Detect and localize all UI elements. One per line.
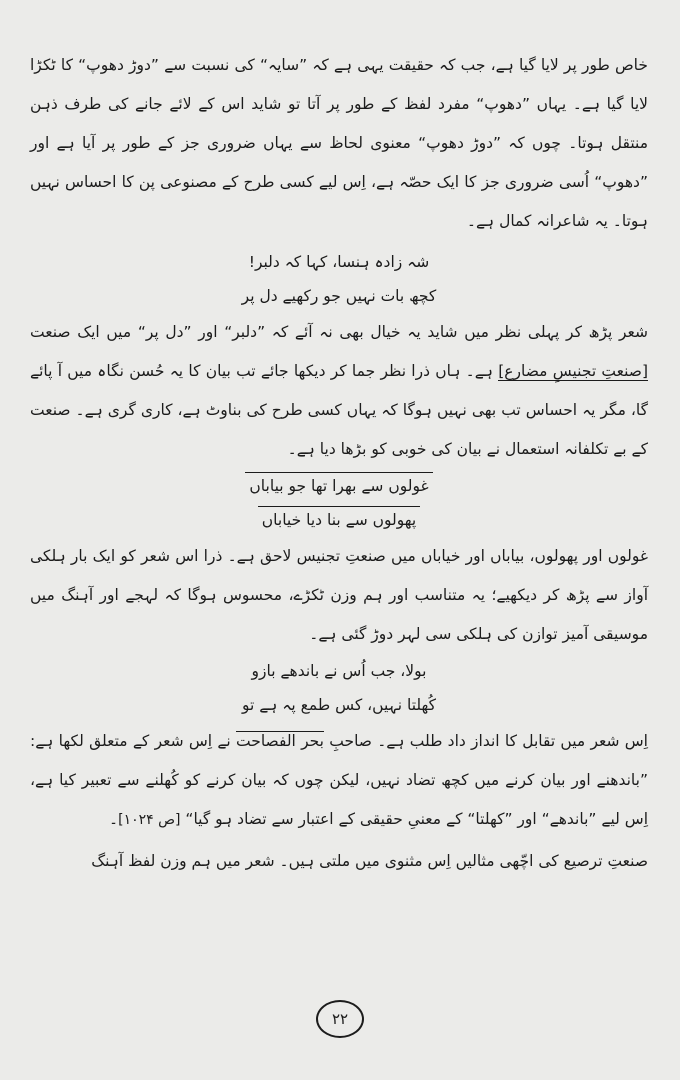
book-title: بحر الفصاحت <box>236 732 324 750</box>
verse-line: کچھ بات نہیں جو رکھیے دل پر <box>241 287 437 305</box>
paragraph-3: غولوں اور پھولوں، بیاباں اور خیاباں میں صنعتِ تجنیس لاحق ہے۔ ذرا اس شعر کو ایک بار ہلکی آواز سے پڑھ کر دیکھیے؛ یہ متناسب اور ہم وزن ٹکڑے، محسوس ہوگا کہ لہجے اور آہنگ میں موسیقی آمیز توازن کی ہلکی سی لہر دوڑ گئی ہے۔ <box>30 547 648 643</box>
verse-couplet-3 <box>30 654 648 722</box>
verse-line: شہ زادہ ہنسا، کہا کہ دلبر! <box>248 253 430 271</box>
paragraph-text: اِس شعر میں تقابل کا انداز داد طلب ہے۔ صاحبِ <box>329 732 648 750</box>
paragraph-text: ہے۔ ہاں ذرا نظر جما کر دیکھا جائے تب بیان کا یہ حُسن نگاہ میں آ پائے گا، مگر یہ احساس تب بھی نہیں ہوگا کہ یہاں کسی طرح کی بناوٹ ہے، کاری گری ہے۔ صنعت کے بے تکلفانہ استعمال نے بیان کی خوبی کو بڑھا دیا ہے۔ <box>30 362 648 458</box>
verse-couplet-1 <box>30 245 648 313</box>
paragraph-5: صنعتِ ترصیع کی اچّھی مثالیں اِس مثنوی میں ملتی ہیں۔ شعر میں ہم وزن لفظ آہنگ <box>91 852 648 870</box>
underlined-term: [صنعتِ تجنیسِ مضارع] <box>498 362 648 380</box>
page-number: ۲۲ <box>316 1000 364 1038</box>
paragraph-text: شعر پڑھ کر پہلی نظر میں شاید یہ خیال بھی نہ آئے کہ ”دلبر“ اور ”دل پر“ میں ایک صنعت <box>30 323 648 341</box>
paragraph-2 <box>30 313 648 469</box>
verse-line: کُھلتا نہیں، کس طمع پہ ہے تو <box>241 696 437 714</box>
verse-line: غولوں سے بھرا تھا جو بیاباں <box>245 472 432 499</box>
paragraph-4 <box>30 722 648 840</box>
paragraph-text: نے اِس شعر کے متعلق لکھا ہے: ”باندھنے اور بیان کرنے میں کچھ تضاد نہیں، لیکن چوں کہ بیان کرنے کو کُھلنے سے تعبیر کیا ہے، اِس لیے ”باندھے“ اور ”کھلتا“ کے معنیِ حقیقی کے اعتبار سے تضاد ہو گیا“ <box>30 732 648 828</box>
paragraph-text: ۔ <box>109 810 119 828</box>
verse-couplet-2 <box>30 469 648 537</box>
verse-line: بولا، جب اُس نے باندھے بازو <box>251 662 427 680</box>
paragraph-1: خاص طور پر لایا گیا ہے، جب کہ حقیقت یہی ہے کہ ”سایہ“ کی نسبت سے ”دوڑ دھوپ“ کا ٹکڑا لایا گیا ہے۔ یہاں ”دھوپ“ مفرد لفظ کے طور پر آتا تو شاید اس کے لائے جانے کی طرف ذہن منتقل ہوتا۔ چوں کہ ”دوڑ دھوپ“ معنوی لحاظ سے یہاں ضروری جز کے طور پر آیا ہے اور ”دھوپ“ اُسی ضروری جز کا ایک حصّہ ہے، اِس لیے کسی طرح کے مصنوعی پن کا احساس نہیں ہوتا۔ یہ شاعرانہ کمال ہے۔ <box>30 56 648 230</box>
verse-line: پھولوں سے بنا دیا خیاباں <box>258 506 420 533</box>
page-reference: [ص ۱۰۲۴] <box>118 812 181 828</box>
